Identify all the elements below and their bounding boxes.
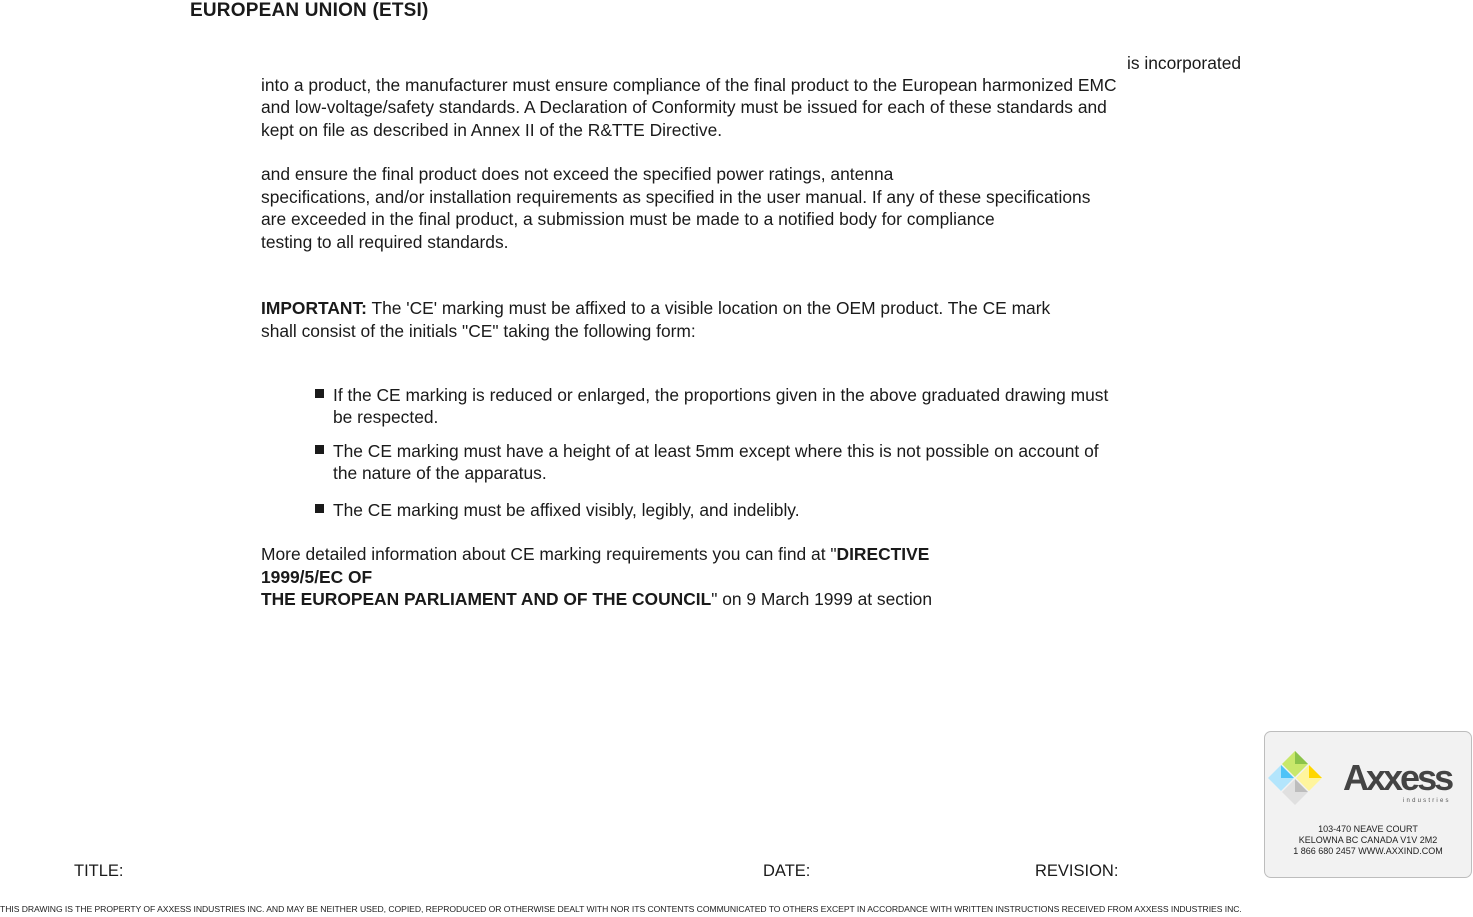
more-info-prefix: More detailed information about CE marking requirements you can find at " [261,544,837,564]
bullet2-line2: the nature of the apparatus. [333,463,547,483]
bullet-square-icon [315,389,324,398]
bullet2-line1: The CE marking must have a height of at least 5mm except where this is not possible on account of [333,441,1099,461]
address-line1: 103-470 NEAVE COURT [1318,824,1418,834]
para1-line1: is incorporated [1127,53,1242,73]
important-line1 [261,297,1050,319]
address-line3: 1 866 680 2457 WWW.AXXIND.COM [1293,846,1443,856]
more-info-line1 [261,543,929,565]
title-label: TITLE: [74,862,124,880]
svg-text:industries: industries [1403,798,1451,804]
para2-line2: specifications, and/or installation requirements as specified in the user manual. If any of these specifications [261,187,1091,207]
para1-line2: into a product, the manufacturer must ensure compliance of the final product to the European harmonized EMC [261,75,1117,95]
bullet3-line1: The CE marking must be affixed visibly, legibly, and indelibly. [333,500,800,520]
more-info-suffix: " on 9 March 1999 at section [711,589,933,609]
important-line2: shall consist of the initials "CE" taking the following form: [261,321,696,341]
svg-text:Axxess: Axxess [1343,757,1452,798]
important-label: IMPORTANT: [261,298,367,318]
axxess-logo-icon [1265,740,1473,820]
bullet1-line2: be respected. [333,407,439,427]
para2-line3: are exceeded in the final product, a submission must be made to a notified body for compliance [261,209,995,229]
revision-label: REVISION: [1035,862,1119,880]
company-logo-card [1264,731,1472,878]
parliament-council: THE EUROPEAN PARLIAMENT AND OF THE COUNCIL [261,589,712,609]
more-info-line3 [261,588,932,610]
bullet1-line1: If the CE marking is reduced or enlarged, the proportions given in the above graduated drawing must [333,385,1109,405]
para1-line3: and low-voltage/safety standards. A Declaration of Conformity must be issued for each of these standards and [261,97,1107,117]
ownership-disclaimer: THIS DRAWING IS THE PROPERTY OF AXXESS INDUSTRIES INC. AND MAY BE NEITHER USED, COPIED, REPRODUCED OR OTHERWISE DEALT WITH NOR ITS CONTENTS COMMUNICATED TO OTHERS EXCEPT IN ACCORDANCE WITH WRITTEN INSTRUCTIONS RECEIVED FROM AXXESS INDUSTRIES INC. [0,904,1242,914]
important-text: The 'CE' marking must be affixed to a visible location on the OEM product. The CE mark [366,298,1051,318]
bullet-square-icon [315,504,324,513]
directive-name: DIRECTIVE [836,544,930,564]
para1-line4: kept on file as described in Annex II of the R&TTE Directive. [261,120,723,140]
bullet-square-icon [315,445,324,454]
date-label: DATE: [763,862,811,880]
directive-number: 1999/5/EC OF [261,567,373,587]
para2-line1: and ensure the final product does not exceed the specified power ratings, antenna [261,164,894,184]
address-line2: KELOWNA BC CANADA V1V 2M2 [1298,835,1438,845]
section-heading: EUROPEAN UNION (ETSI) [190,0,429,21]
para2-line4: testing to all required standards. [261,232,509,252]
